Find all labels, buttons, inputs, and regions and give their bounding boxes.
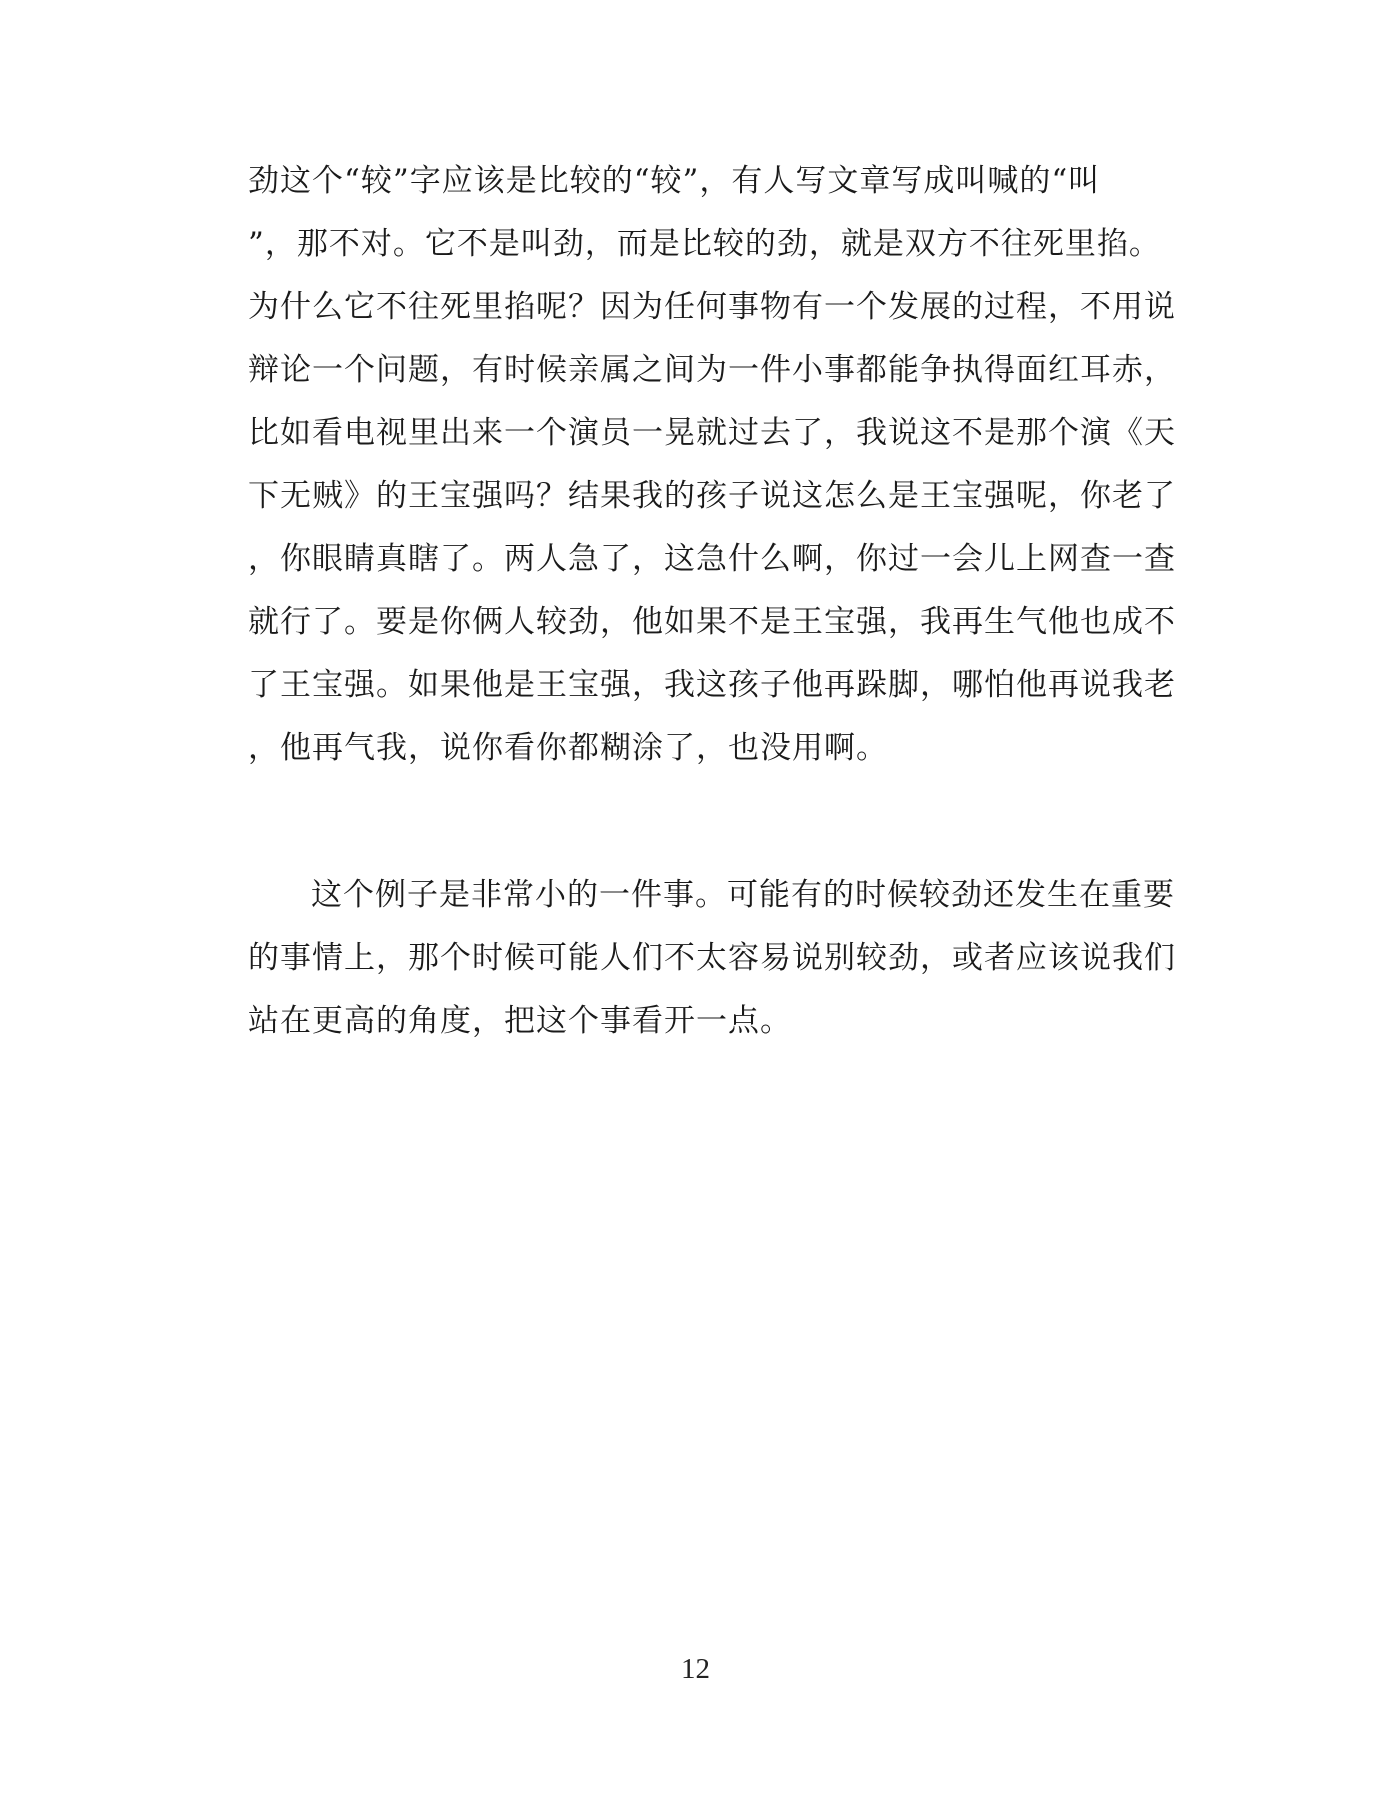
paragraph-line: 就行了。要是你俩人较劲，他如果不是王宝强，我再生气他也成不 (248, 604, 1176, 640)
paragraph-line: 为什么它不往死里掐呢？因为任何事物有一个发展的过程，不用说 (248, 289, 1176, 325)
paragraph-line: 这个例子是非常小的一件事。可能有的时候较劲还发生在重要 (311, 877, 1175, 913)
page-number: 12 (681, 1653, 710, 1685)
paragraph-2 (248, 864, 1176, 1053)
paragraph-line: ”，那不对。它不是叫劲，而是比较的劲，就是双方不往死里掐。 (248, 226, 1161, 262)
paragraph-line: 辩论一个问题，有时候亲属之间为一件小事都能争执得面红耳赤， (248, 352, 1176, 388)
paragraph-line: ，你眼睛真瞎了。两人急了，这急什么啊，你过一会儿上网查一查 (248, 541, 1176, 577)
paragraph-1 (248, 150, 1176, 780)
paragraph-line: 比如看电视里出来一个演员一晃就过去了，我说这不是那个演《天 (248, 415, 1176, 451)
paragraph-line: ，他再气我，说你看你都糊涂了，也没用啊。 (248, 730, 888, 766)
paragraph-line: 站在更高的角度，把这个事看开一点。 (248, 1003, 792, 1039)
paragraph-line: 劲这个“较”字应该是比较的“较”，有人写文章写成叫喊的“叫 (248, 163, 1101, 199)
paragraph-line: 了王宝强。如果他是王宝强，我这孩子他再跺脚，哪怕他再说我老 (248, 667, 1176, 703)
paragraph-line: 的事情上，那个时候可能人们不太容易说别较劲，或者应该说我们 (248, 940, 1176, 976)
paragraph-line: 下无贼》的王宝强吗？结果我的孩子说这怎么是王宝强呢，你老了 (248, 478, 1176, 514)
